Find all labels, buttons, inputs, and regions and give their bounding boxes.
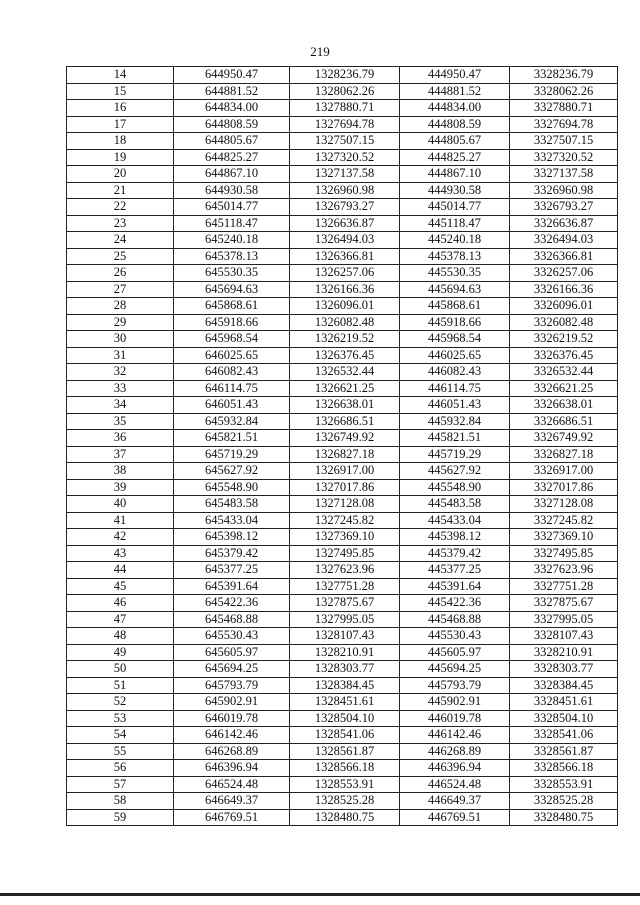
- x1-cell: 645932.84: [174, 413, 290, 430]
- point-number-cell: 57: [67, 776, 174, 793]
- y2-cell: 3328541.06: [510, 727, 618, 744]
- x2-cell: 445719.29: [400, 446, 510, 463]
- y2-cell: 3327623.96: [510, 562, 618, 579]
- table-row: [67, 232, 618, 249]
- point-number-cell: 19: [67, 149, 174, 166]
- y1-cell: 1328210.91: [290, 644, 400, 661]
- x1-cell: 644808.59: [174, 116, 290, 133]
- table-row: [67, 578, 618, 595]
- x2-cell: 445694.25: [400, 661, 510, 678]
- table-row: [67, 644, 618, 661]
- point-number-cell: 16: [67, 100, 174, 117]
- table-row: [67, 199, 618, 216]
- y1-cell: 1326376.45: [290, 347, 400, 364]
- x1-cell: 646268.89: [174, 743, 290, 760]
- table-row: [67, 166, 618, 183]
- table-row: [67, 562, 618, 579]
- y2-cell: 3328107.43: [510, 628, 618, 645]
- y1-cell: 1328525.28: [290, 793, 400, 810]
- point-number-cell: 31: [67, 347, 174, 364]
- point-number-cell: 58: [67, 793, 174, 810]
- y2-cell: 3328566.18: [510, 760, 618, 777]
- x2-cell: 445377.25: [400, 562, 510, 579]
- y2-cell: 3328384.45: [510, 677, 618, 694]
- y2-cell: 3326638.01: [510, 397, 618, 414]
- x2-cell: 445918.66: [400, 314, 510, 331]
- y2-cell: 3328303.77: [510, 661, 618, 678]
- table-row: [67, 446, 618, 463]
- x2-cell: 445627.92: [400, 463, 510, 480]
- y1-cell: 1328553.91: [290, 776, 400, 793]
- y2-cell: 3326827.18: [510, 446, 618, 463]
- x1-cell: 645014.77: [174, 199, 290, 216]
- table-row: [67, 710, 618, 727]
- y1-cell: 1328480.75: [290, 809, 400, 826]
- x2-cell: 446142.46: [400, 727, 510, 744]
- y2-cell: 3328525.28: [510, 793, 618, 810]
- y1-cell: 1326166.36: [290, 281, 400, 298]
- table-row: [67, 776, 618, 793]
- point-number-cell: 22: [67, 199, 174, 216]
- y2-cell: 3328451.61: [510, 694, 618, 711]
- x2-cell: 445433.04: [400, 512, 510, 529]
- y2-cell: 3327369.10: [510, 529, 618, 546]
- x1-cell: 645468.88: [174, 611, 290, 628]
- table-row: [67, 463, 618, 480]
- y2-cell: 3326257.06: [510, 265, 618, 282]
- x2-cell: 444825.27: [400, 149, 510, 166]
- x1-cell: 645433.04: [174, 512, 290, 529]
- table-row: [67, 397, 618, 414]
- point-number-cell: 52: [67, 694, 174, 711]
- y1-cell: 1326219.52: [290, 331, 400, 348]
- y2-cell: 3326366.81: [510, 248, 618, 265]
- y1-cell: 1327017.86: [290, 479, 400, 496]
- point-number-cell: 35: [67, 413, 174, 430]
- x2-cell: 445968.54: [400, 331, 510, 348]
- table-row: [67, 545, 618, 562]
- y1-cell: 1328303.77: [290, 661, 400, 678]
- y1-cell: 1326960.98: [290, 182, 400, 199]
- x1-cell: 646524.48: [174, 776, 290, 793]
- y2-cell: 3327995.05: [510, 611, 618, 628]
- y1-cell: 1328566.18: [290, 760, 400, 777]
- x1-cell: 644881.52: [174, 83, 290, 100]
- x1-cell: 645398.12: [174, 529, 290, 546]
- point-number-cell: 49: [67, 644, 174, 661]
- point-number-cell: 56: [67, 760, 174, 777]
- x2-cell: 445240.18: [400, 232, 510, 249]
- x1-cell: 646649.37: [174, 793, 290, 810]
- y1-cell: 1326257.06: [290, 265, 400, 282]
- y2-cell: 3327128.08: [510, 496, 618, 513]
- table-row: [67, 743, 618, 760]
- table-row: [67, 413, 618, 430]
- y2-cell: 3326219.52: [510, 331, 618, 348]
- table-row: [67, 611, 618, 628]
- point-number-cell: 47: [67, 611, 174, 628]
- point-number-cell: 18: [67, 133, 174, 150]
- table-row: [67, 281, 618, 298]
- y1-cell: 1326096.01: [290, 298, 400, 315]
- x1-cell: 646019.78: [174, 710, 290, 727]
- x2-cell: 446025.65: [400, 347, 510, 364]
- point-number-cell: 24: [67, 232, 174, 249]
- point-number-cell: 37: [67, 446, 174, 463]
- x2-cell: 445821.51: [400, 430, 510, 447]
- x2-cell: 446051.43: [400, 397, 510, 414]
- x2-cell: 444805.67: [400, 133, 510, 150]
- x2-cell: 446524.48: [400, 776, 510, 793]
- y2-cell: 3326960.98: [510, 182, 618, 199]
- table-row: [67, 661, 618, 678]
- y1-cell: 1327128.08: [290, 496, 400, 513]
- y1-cell: 1326638.01: [290, 397, 400, 414]
- table-row: [67, 347, 618, 364]
- y1-cell: 1326532.44: [290, 364, 400, 381]
- table-row: [67, 760, 618, 777]
- x1-cell: 645694.25: [174, 661, 290, 678]
- x1-cell: 644825.27: [174, 149, 290, 166]
- point-number-cell: 53: [67, 710, 174, 727]
- point-number-cell: 44: [67, 562, 174, 579]
- point-number-cell: 27: [67, 281, 174, 298]
- x1-cell: 644805.67: [174, 133, 290, 150]
- y2-cell: 3326494.03: [510, 232, 618, 249]
- table-row: [67, 628, 618, 645]
- table-row: [67, 215, 618, 232]
- table-row: [67, 265, 618, 282]
- table-row: [67, 100, 618, 117]
- table-row: [67, 479, 618, 496]
- table-row: [67, 727, 618, 744]
- point-number-cell: 54: [67, 727, 174, 744]
- point-number-cell: 28: [67, 298, 174, 315]
- x2-cell: 446268.89: [400, 743, 510, 760]
- table-row: [67, 133, 618, 150]
- x2-cell: 445483.58: [400, 496, 510, 513]
- x1-cell: 646769.51: [174, 809, 290, 826]
- table-row: [67, 149, 618, 166]
- y2-cell: 3327751.28: [510, 578, 618, 595]
- x2-cell: 444950.47: [400, 67, 510, 84]
- table-row: [67, 809, 618, 826]
- x2-cell: 445398.12: [400, 529, 510, 546]
- x1-cell: 645530.43: [174, 628, 290, 645]
- x2-cell: 446082.43: [400, 364, 510, 381]
- point-number-cell: 48: [67, 628, 174, 645]
- x1-cell: 645240.18: [174, 232, 290, 249]
- y1-cell: 1327751.28: [290, 578, 400, 595]
- x1-cell: 645793.79: [174, 677, 290, 694]
- y1-cell: 1327623.96: [290, 562, 400, 579]
- table-row: [67, 67, 618, 84]
- y1-cell: 1328451.61: [290, 694, 400, 711]
- x2-cell: 445391.64: [400, 578, 510, 595]
- x1-cell: 645530.35: [174, 265, 290, 282]
- point-number-cell: 39: [67, 479, 174, 496]
- point-number-cell: 59: [67, 809, 174, 826]
- y1-cell: 1327369.10: [290, 529, 400, 546]
- x2-cell: 444808.59: [400, 116, 510, 133]
- table-row: [67, 83, 618, 100]
- x1-cell: 646025.65: [174, 347, 290, 364]
- y1-cell: 1326082.48: [290, 314, 400, 331]
- point-number-cell: 26: [67, 265, 174, 282]
- point-number-cell: 30: [67, 331, 174, 348]
- y2-cell: 3326082.48: [510, 314, 618, 331]
- table-row: [67, 380, 618, 397]
- table-row: [67, 364, 618, 381]
- point-number-cell: 15: [67, 83, 174, 100]
- y1-cell: 1327495.85: [290, 545, 400, 562]
- y1-cell: 1327880.71: [290, 100, 400, 117]
- y1-cell: 1328062.26: [290, 83, 400, 100]
- x2-cell: 445530.35: [400, 265, 510, 282]
- y2-cell: 3328236.79: [510, 67, 618, 84]
- y1-cell: 1327320.52: [290, 149, 400, 166]
- x1-cell: 645902.91: [174, 694, 290, 711]
- point-number-cell: 20: [67, 166, 174, 183]
- table-row: [67, 298, 618, 315]
- x2-cell: 445379.42: [400, 545, 510, 562]
- y1-cell: 1326366.81: [290, 248, 400, 265]
- point-number-cell: 33: [67, 380, 174, 397]
- x1-cell: 645694.63: [174, 281, 290, 298]
- y2-cell: 3327017.86: [510, 479, 618, 496]
- x1-cell: 645918.66: [174, 314, 290, 331]
- x2-cell: 445468.88: [400, 611, 510, 628]
- table-row: [67, 314, 618, 331]
- x2-cell: 444834.00: [400, 100, 510, 117]
- point-number-cell: 21: [67, 182, 174, 199]
- table-row: [67, 182, 618, 199]
- x1-cell: 645391.64: [174, 578, 290, 595]
- x1-cell: 646142.46: [174, 727, 290, 744]
- x1-cell: 645377.25: [174, 562, 290, 579]
- table-row: [67, 694, 618, 711]
- x1-cell: 645379.42: [174, 545, 290, 562]
- y2-cell: 3328553.91: [510, 776, 618, 793]
- y1-cell: 1326494.03: [290, 232, 400, 249]
- x2-cell: 446649.37: [400, 793, 510, 810]
- x1-cell: 645118.47: [174, 215, 290, 232]
- x1-cell: 645605.97: [174, 644, 290, 661]
- y2-cell: 3328561.87: [510, 743, 618, 760]
- x2-cell: 445378.13: [400, 248, 510, 265]
- y1-cell: 1326793.27: [290, 199, 400, 216]
- y1-cell: 1327995.05: [290, 611, 400, 628]
- x1-cell: 646114.75: [174, 380, 290, 397]
- y2-cell: 3327880.71: [510, 100, 618, 117]
- x2-cell: 445014.77: [400, 199, 510, 216]
- x2-cell: 444930.58: [400, 182, 510, 199]
- y2-cell: 3327137.58: [510, 166, 618, 183]
- point-number-cell: 38: [67, 463, 174, 480]
- x2-cell: 444881.52: [400, 83, 510, 100]
- y2-cell: 3326376.45: [510, 347, 618, 364]
- table-row: [67, 116, 618, 133]
- point-number-cell: 23: [67, 215, 174, 232]
- x1-cell: 645719.29: [174, 446, 290, 463]
- table-row: [67, 529, 618, 546]
- x1-cell: 645627.92: [174, 463, 290, 480]
- x1-cell: 645968.54: [174, 331, 290, 348]
- x1-cell: 644834.00: [174, 100, 290, 117]
- point-number-cell: 55: [67, 743, 174, 760]
- coordinates-table: [66, 66, 618, 826]
- y2-cell: 3326686.51: [510, 413, 618, 430]
- y2-cell: 3326793.27: [510, 199, 618, 216]
- y2-cell: 3326917.00: [510, 463, 618, 480]
- y1-cell: 1326621.25: [290, 380, 400, 397]
- x2-cell: 445868.61: [400, 298, 510, 315]
- y1-cell: 1326749.92: [290, 430, 400, 447]
- y1-cell: 1327694.78: [290, 116, 400, 133]
- x1-cell: 645821.51: [174, 430, 290, 447]
- table-row: [67, 793, 618, 810]
- y2-cell: 3327245.82: [510, 512, 618, 529]
- coordinates-table-body: [67, 67, 618, 826]
- x1-cell: 644950.47: [174, 67, 290, 84]
- y1-cell: 1328384.45: [290, 677, 400, 694]
- bottom-rule: [0, 893, 640, 896]
- y1-cell: 1327137.58: [290, 166, 400, 183]
- y2-cell: 3327495.85: [510, 545, 618, 562]
- point-number-cell: 46: [67, 595, 174, 612]
- point-number-cell: 50: [67, 661, 174, 678]
- x2-cell: 445548.90: [400, 479, 510, 496]
- x1-cell: 645483.58: [174, 496, 290, 513]
- x1-cell: 645548.90: [174, 479, 290, 496]
- y2-cell: 3328062.26: [510, 83, 618, 100]
- point-number-cell: 36: [67, 430, 174, 447]
- y2-cell: 3326749.92: [510, 430, 618, 447]
- y1-cell: 1328236.79: [290, 67, 400, 84]
- table-row: [67, 331, 618, 348]
- x1-cell: 645378.13: [174, 248, 290, 265]
- x1-cell: 646396.94: [174, 760, 290, 777]
- table-row: [67, 496, 618, 513]
- table-row: [67, 677, 618, 694]
- x2-cell: 446769.51: [400, 809, 510, 826]
- x2-cell: 445605.97: [400, 644, 510, 661]
- x1-cell: 646051.43: [174, 397, 290, 414]
- x2-cell: 445932.84: [400, 413, 510, 430]
- y2-cell: 3328504.10: [510, 710, 618, 727]
- x2-cell: 445530.43: [400, 628, 510, 645]
- table-row: [67, 248, 618, 265]
- point-number-cell: 14: [67, 67, 174, 84]
- x2-cell: 444867.10: [400, 166, 510, 183]
- y1-cell: 1327875.67: [290, 595, 400, 612]
- y2-cell: 3327875.67: [510, 595, 618, 612]
- y1-cell: 1327245.82: [290, 512, 400, 529]
- x1-cell: 645868.61: [174, 298, 290, 315]
- point-number-cell: 43: [67, 545, 174, 562]
- x1-cell: 644867.10: [174, 166, 290, 183]
- point-number-cell: 45: [67, 578, 174, 595]
- point-number-cell: 32: [67, 364, 174, 381]
- y1-cell: 1328541.06: [290, 727, 400, 744]
- y1-cell: 1326636.87: [290, 215, 400, 232]
- y2-cell: 3327507.15: [510, 133, 618, 150]
- point-number-cell: 40: [67, 496, 174, 513]
- page-number: 219: [310, 44, 330, 59]
- point-number-cell: 51: [67, 677, 174, 694]
- y1-cell: 1328561.87: [290, 743, 400, 760]
- x2-cell: 446114.75: [400, 380, 510, 397]
- y2-cell: 3328480.75: [510, 809, 618, 826]
- x2-cell: 446019.78: [400, 710, 510, 727]
- table-row: [67, 595, 618, 612]
- y2-cell: 3327320.52: [510, 149, 618, 166]
- y1-cell: 1326827.18: [290, 446, 400, 463]
- y1-cell: 1327507.15: [290, 133, 400, 150]
- y2-cell: 3326621.25: [510, 380, 618, 397]
- x2-cell: 445793.79: [400, 677, 510, 694]
- y2-cell: 3328210.91: [510, 644, 618, 661]
- point-number-cell: 29: [67, 314, 174, 331]
- x2-cell: 445118.47: [400, 215, 510, 232]
- y1-cell: 1328107.43: [290, 628, 400, 645]
- y2-cell: 3326096.01: [510, 298, 618, 315]
- y2-cell: 3326166.36: [510, 281, 618, 298]
- x2-cell: 446396.94: [400, 760, 510, 777]
- x1-cell: 646082.43: [174, 364, 290, 381]
- point-number-cell: 25: [67, 248, 174, 265]
- y1-cell: 1326686.51: [290, 413, 400, 430]
- point-number-cell: 41: [67, 512, 174, 529]
- table-row: [67, 512, 618, 529]
- x2-cell: 445902.91: [400, 694, 510, 711]
- x2-cell: 445422.36: [400, 595, 510, 612]
- x2-cell: 445694.63: [400, 281, 510, 298]
- y2-cell: 3326532.44: [510, 364, 618, 381]
- x1-cell: 644930.58: [174, 182, 290, 199]
- y2-cell: 3327694.78: [510, 116, 618, 133]
- point-number-cell: 34: [67, 397, 174, 414]
- table-row: [67, 430, 618, 447]
- x1-cell: 645422.36: [174, 595, 290, 612]
- point-number-cell: 42: [67, 529, 174, 546]
- y2-cell: 3326636.87: [510, 215, 618, 232]
- y1-cell: 1328504.10: [290, 710, 400, 727]
- point-number-cell: 17: [67, 116, 174, 133]
- y1-cell: 1326917.00: [290, 463, 400, 480]
